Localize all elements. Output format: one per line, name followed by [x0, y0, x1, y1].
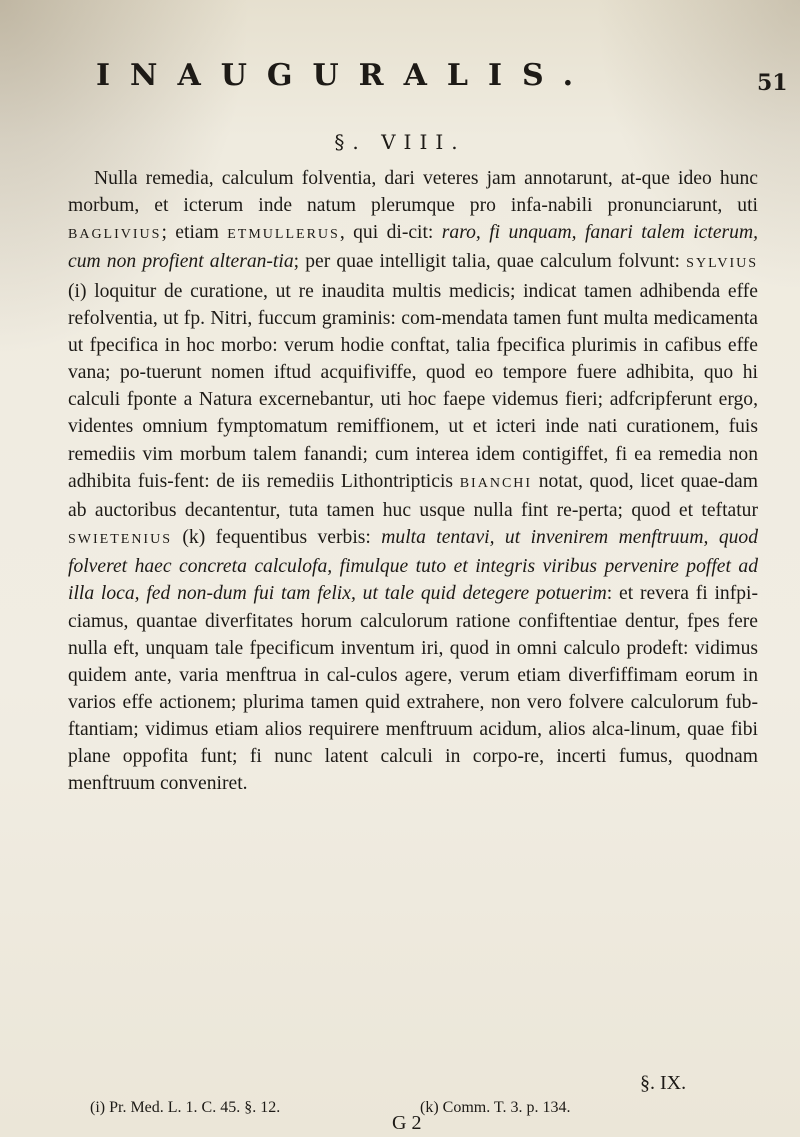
section-heading: §. VIII.	[334, 130, 466, 154]
text-run: Nulla remedia, calculum folventia, dari veteres jam annotarunt, at-que ideo hunc morbum, et icterum inde natum plerumque pro infa-nabili pronunciarunt, uti	[68, 168, 758, 217]
author-name: BAGLIVIUS	[68, 227, 162, 243]
running-title: INAUGURALIS.	[96, 58, 594, 93]
text-run: ; per quae intelligit talia, quae calculum folvunt:	[293, 251, 687, 273]
quotation: multa tentavi, ut invenirem menftruum, quod folveret haec concreta calculofa, fimulque tuto et integris viribus pervenire poffet ad illa loca, fed non-dum fui tam felix, ut tale quid detegere potuerim	[68, 527, 759, 605]
text-run: (i) loquitur de curatione, ut re inaudita multis medicis; indicat tamen adhibenda effe refolventia, ut fp. Nitri, fuccum graminis: com-mendata tamen funt multa medicamenta ut fpecifica in hoc morbo: verum hodie conftat, talia fpecifica plurimis in cafibus effe vana; po-tuerunt nomen iftud acquifiviffe, quod eo tempore fuere adhibita, quo hi calculi fponte a Natura excernebantur, uti hoc faepe videmus fieri; adfcripferunt ergo, videntes omnium fymptomatum remiffionem, ut et icteri inde nati curationem, fuis remediis vim morbum talem fanandi; cum interea idem contigiffet, fi ea remedia non adhibita fuis-fent: de iis remediis Lithontripticis	[68, 280, 758, 492]
author-name: ETMULLERUS	[227, 227, 340, 243]
page-number: 51	[757, 70, 788, 96]
next-section-heading: §. IX.	[640, 1072, 687, 1094]
author-name: SYLVIUS	[686, 256, 759, 272]
text-run: , qui di-cit:	[339, 222, 442, 244]
text-run: (k) fequentibus verbis:	[172, 527, 382, 549]
text-run: ; etiam	[161, 222, 228, 244]
author-name: SWIETENIUS	[68, 532, 172, 548]
author-name: BIANCHI	[459, 475, 533, 491]
signature-mark: G 2	[392, 1112, 422, 1134]
footnote-i: (i) Pr. Med. L. 1. C. 45. §. 12.	[90, 1099, 281, 1116]
text-run: : et revera fi infpi-ciamus, quantae diverfitates horum calculorum ratione confiftentiae dentur, fpes fere nulla eft, unquam tale fpecificum inventum iri, quod in omni calculo prodeft: vidimus quidem ante, varia menftrua in cal-culos agere, verum etiam diverfiffimam eorum in varios effe actionem; plurima tamen quid extrahere, non vero folvere calculorum fub-ftantiam; vidimus etiam alios requirere menftruum acidum, alios alca-linum, quae fibi plane oppofita funt; fi nunc latent calculi in corpo-re, incerti fumus, quodnam menftruum conveniret.	[68, 583, 758, 795]
body-paragraph	[68, 165, 758, 798]
text-run: notat, quod, licet quae-dam ab auctoribus decantentur, tuta tamen huc usque nulla fint re-perta; quod et teftatur	[68, 470, 758, 521]
footnote-k: (k) Comm. T. 3. p. 134.	[420, 1099, 571, 1116]
quotation: raro, fi unquam, fanari talem icterum, cum non profient alteran-tia	[68, 222, 758, 273]
